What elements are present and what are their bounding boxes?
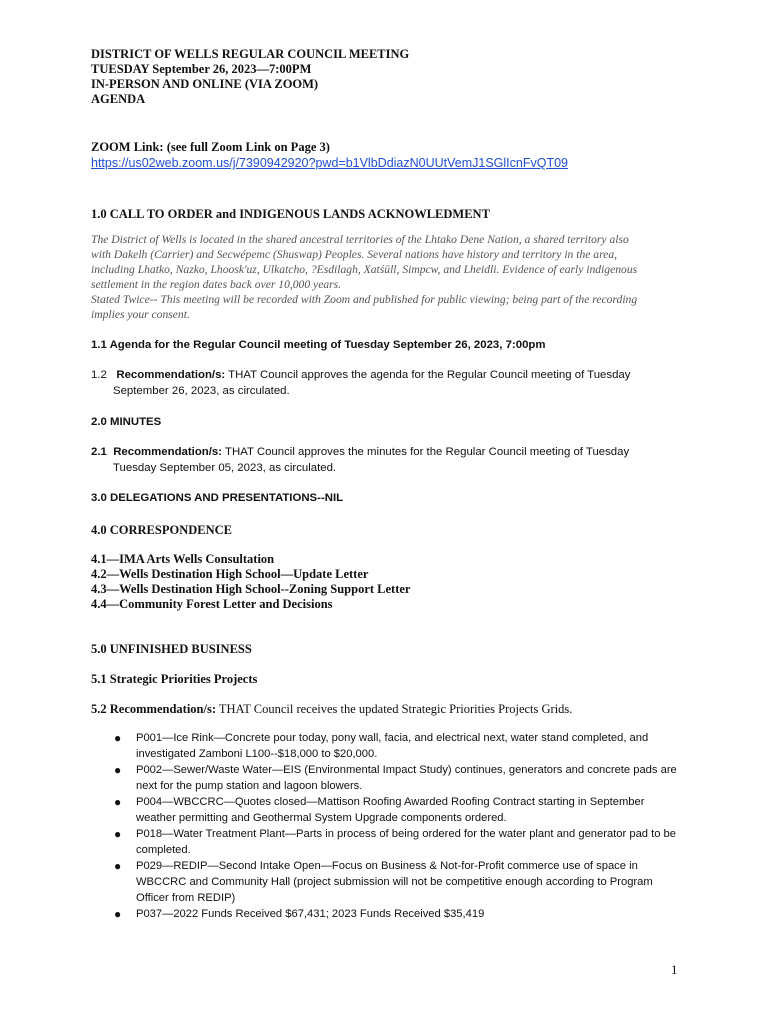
list-item-text: P004—WBCCRC—Quotes closed—Mattison Roofing Awarded Roofing Contract starting in September weather permitting and Geothermal System Upgrade components ordered. <box>136 796 645 824</box>
section-2-heading: 2.0 MINUTES <box>91 416 162 428</box>
item-1-2-text-cont: September 26, 2023, as circulated. <box>113 385 290 397</box>
item-5-2 <box>91 702 572 717</box>
correspondence-item: 4.3—Wells Destination High School--Zoning Support Letter <box>91 582 411 596</box>
list-item <box>91 762 681 794</box>
list-item <box>91 730 681 762</box>
bullet-icon: ● <box>114 795 122 809</box>
item-5-2-label: 5.2 Recommendation/s: <box>91 702 216 716</box>
section-1-heading: 1.0 CALL TO ORDER and INDIGENOUS LANDS ACKNOWLEDMENT <box>91 207 490 221</box>
item-2-1-text-cont: Tuesday September 05, 2023, as circulated. <box>113 462 337 474</box>
item-2-1 <box>91 446 629 458</box>
section-4-heading: 4.0 CORRESPONDENCE <box>91 523 232 537</box>
list-item-text: P029—REDIP—Second Intake Open—Focus on Business & Not-for-Profit commerce use of space in WBCCRC and Community Hall (project submission will not be competitive enough according to Program Officer from REDIP) <box>136 860 653 904</box>
meeting-date: TUESDAY September 26, 2023—7:00PM <box>91 62 312 76</box>
meeting-title: DISTRICT OF WELLS REGULAR COUNCIL MEETING <box>91 47 410 61</box>
item-5-1: 5.1 Strategic Priorities Projects <box>91 672 258 686</box>
list-item-text: P018—Water Treatment Plant—Parts in process of being ordered for the water plant and generator pad to be completed. <box>136 828 676 856</box>
item-1-1: 1.1 Agenda for the Regular Council meeting of Tuesday September 26, 2023, 7:00pm <box>91 339 546 351</box>
page-number: 1 <box>671 962 678 977</box>
zoom-label: ZOOM Link: (see full Zoom Link on Page 3) <box>91 140 330 154</box>
list-item-text: P001—Ice Rink—Concrete pour today, pony wall, facia, and electrical next, water stand completed, and investigated Zamboni L100--$18,000 to $20,000. <box>136 732 649 760</box>
list-item <box>91 858 681 906</box>
item-1-2 <box>91 369 630 381</box>
item-1-2-number: 1.2 <box>91 369 107 381</box>
section-3-heading: 3.0 DELEGATIONS AND PRESENTATIONS--NIL <box>91 492 344 504</box>
bullet-icon: ● <box>114 827 122 841</box>
bullet-icon: ● <box>114 763 122 777</box>
list-item <box>91 826 681 858</box>
zoom-link[interactable]: https://us02web.zoom.us/j/7390942920?pwd=b1VlbDdiazN0UUtVemJ1SGlIcnFvQT09 <box>91 156 569 170</box>
correspondence-item: 4.2—Wells Destination High School—Update Letter <box>91 567 369 581</box>
item-2-1-text: THAT Council approves the minutes for the Regular Council meeting of Tuesday <box>222 446 630 458</box>
agenda-label: AGENDA <box>91 92 146 106</box>
item-2-1-number: 2.1 <box>91 446 107 458</box>
list-item <box>91 794 681 826</box>
item-5-2-text: THAT Council receives the updated Strategic Priorities Projects Grids. <box>216 702 573 716</box>
priorities-list <box>91 730 681 922</box>
recording-notice: Stated Twice-- This meeting will be recorded with Zoom and published for public viewing; being part of the recording implies your consent. <box>91 293 638 321</box>
item-1-2-text: THAT Council approves the agenda for the Regular Council meeting of Tuesday <box>225 369 631 381</box>
bullet-icon: ● <box>114 859 122 873</box>
correspondence-item: 4.4—Community Forest Letter and Decisions <box>91 597 333 611</box>
list-item-text: P037—2022 Funds Received $67,431; 2023 Funds Received $35,419 <box>136 908 485 920</box>
indigenous-acknowledgment: The District of Wells is located in the shared ancestral territories of the Lhtako Dene Nation, a shared territory also with Dakelh (Carrier) and Secwépemc (Shuswap) Peoples. Several nations have history and territory in the area, including Lhatko, Nazko, Lhoosk'uz, Ulkatcho, ?Esdilagh, Xatśūll, Simpcw, and Lheidli. Evidence of early indigenous settlement in the region dates back over 10,000 years. <box>91 233 638 291</box>
section-5-heading: 5.0 UNFINISHED BUSINESS <box>91 642 252 656</box>
meeting-format: IN-PERSON AND ONLINE (VIA ZOOM) <box>91 77 319 91</box>
item-2-1-label: Recommendation/s: <box>113 446 223 458</box>
list-item <box>91 906 681 922</box>
list-item-text: P002—Sewer/Waste Water—EIS (Environmental Impact Study) continues, generators and concrete pads are next for the pump station and lagoon blowers. <box>136 764 677 792</box>
bullet-icon: ● <box>114 907 122 921</box>
item-1-2-label: Recommendation/s: <box>116 369 226 381</box>
bullet-icon: ● <box>114 731 122 745</box>
correspondence-item: 4.1—IMA Arts Wells Consultation <box>91 552 275 566</box>
